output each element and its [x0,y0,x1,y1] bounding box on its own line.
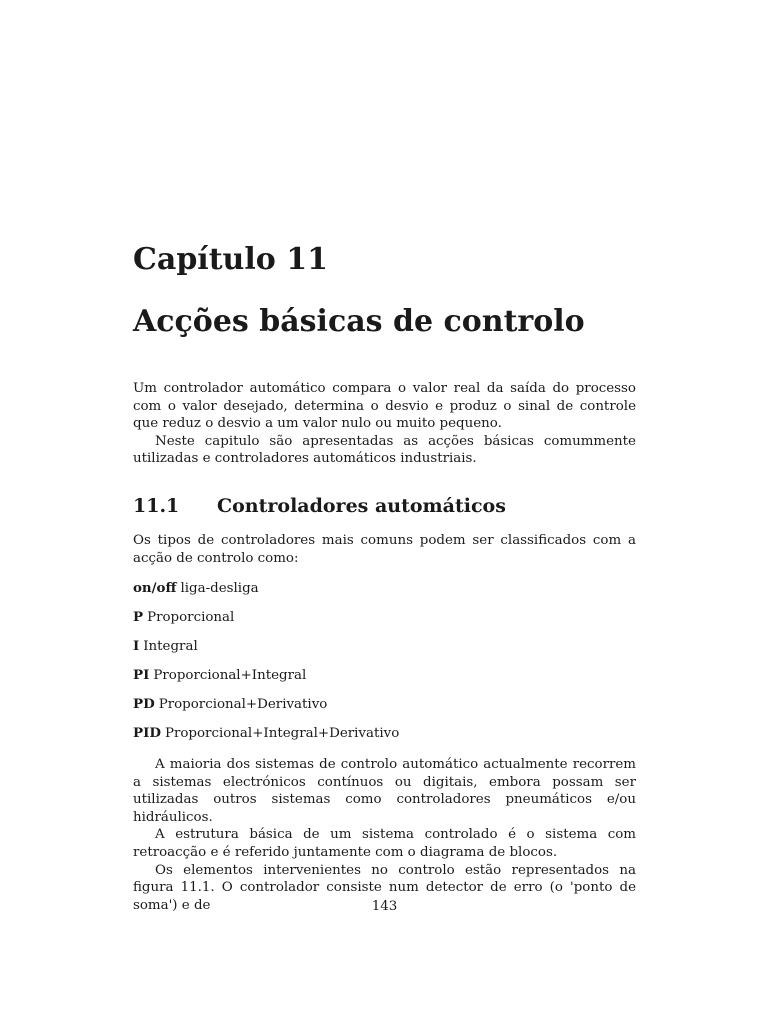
closing-paragraph-1: A maioria dos sistemas de controlo automático actualmente recorrem a sistemas electrónicos contínuos ou digitais, embora possam ser utilizadas outros sistemas como controladores pneumáticos e/ou hidráulicos. [133,757,636,825]
type-description: Proporcional+Derivativo [158,697,328,712]
type-term: P [133,609,144,625]
list-item [133,724,636,753]
list-item [133,637,636,666]
section-heading [133,492,506,520]
chapter-label: Capítulo 11 [133,242,328,277]
section-intro-paragraph: Os tipos de controladores mais comuns podem ser classificados com a acção de controlo como: [133,533,636,566]
chapter-intro [133,380,636,468]
closing-paragraph-2: A estrutura básica de um sistema controlado é o sistema com retroacção e é referido juntamente com o diagrama de blocos. [133,827,636,860]
controller-types-list [133,579,636,753]
type-term: PD [133,696,155,712]
section-number: 11.1 [133,495,180,517]
list-item [133,579,636,608]
list-item [133,608,636,637]
section-title: Controladores automáticos [217,495,506,517]
list-item [133,666,636,695]
intro-paragraph-1: Um controlador automático compara o valor real da saída do processo com o valor desejado, determina o desvio e produz o sinal de controle que reduz o desvio a um valor nulo ou muito pequeno. [133,381,636,432]
type-description: Proporcional [147,610,235,625]
type-term: on/off [133,580,177,596]
type-description: Integral [143,639,198,654]
type-term: PID [133,725,161,741]
chapter-title: Acções básicas de controlo [133,304,585,339]
section-intro [133,532,636,567]
document-page [133,0,636,1024]
intro-paragraph-2: Neste capitulo são apresentadas as acções básicas comummente utilizadas e controladores automáticos industriais. [133,433,636,467]
closing-text [133,756,636,914]
type-description: liga-desliga [180,581,259,596]
type-description: Proporcional+Integral [153,668,307,683]
list-item [133,695,636,724]
closing-paragraph-3: Os elementos intervenientes no controlo estão representados na figura 11.1. O controlador consiste num detector de erro (o 'ponto de soma') e de [133,862,636,913]
type-description: Proporcional+Integral+Derivativo [164,726,400,741]
type-term: PI [133,667,150,683]
page-number: 143 [371,899,398,914]
type-term: I [133,638,140,654]
